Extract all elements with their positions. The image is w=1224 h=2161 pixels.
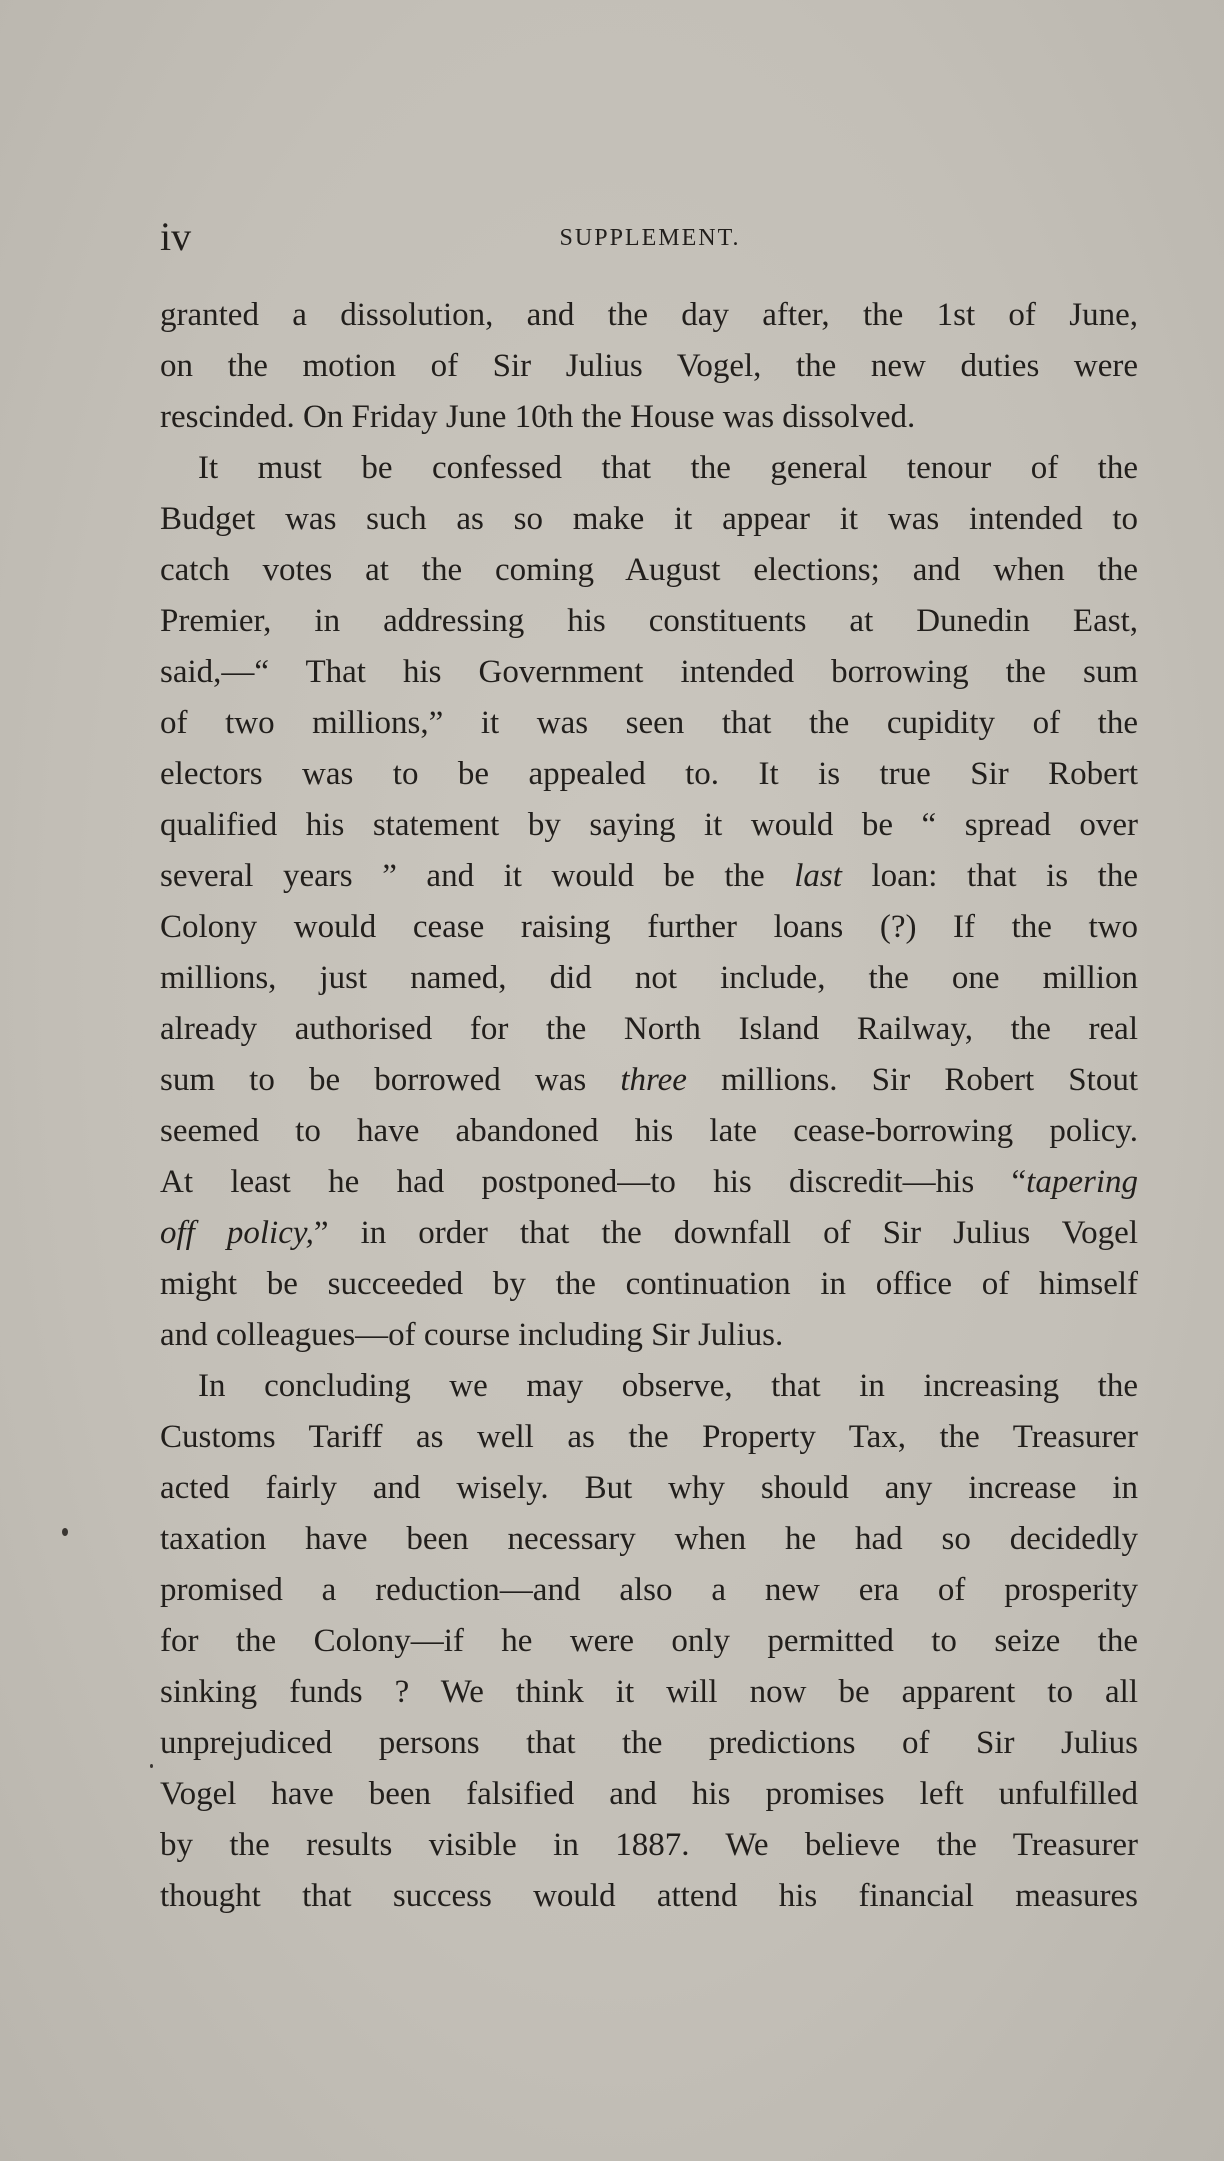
text-line	[160, 1208, 1138, 1259]
text-line: acted fairly and wisely. But why should any increase in	[160, 1470, 1138, 1506]
ink-speck	[62, 1528, 68, 1536]
text-line: on the motion of Sir Julius Vogel, the new duties were	[160, 348, 1138, 384]
text-line: electors was to be appealed to. It is true Sir Robert	[160, 756, 1138, 792]
text-run: several years ” and it would be the	[160, 858, 795, 894]
text-line: and colleagues—of course including Sir Julius.	[160, 1317, 784, 1353]
text-line	[160, 1157, 1138, 1208]
italic-word: last	[794, 858, 842, 894]
page-header	[160, 212, 1140, 262]
text-line: taxation have been necessary when he had so decidedly	[160, 1521, 1138, 1557]
text-run: At least he had postponed—to his discredit—his “	[160, 1164, 1027, 1200]
text-line: Premier, in addressing his constituents at Dunedin East,	[160, 603, 1138, 639]
text-line: Colony would cease raising further loans (?) If the two	[160, 909, 1138, 945]
text-line: Budget was such as so make it appear it was intended to	[160, 501, 1138, 537]
text-run: sum to be borrowed was	[160, 1062, 621, 1098]
italic-phrase: off policy,	[160, 1215, 314, 1251]
paragraph-start-line: In concluding we may observe, that in increasing the	[198, 1368, 1138, 1404]
ink-speck	[150, 1764, 153, 1768]
text-run: millions. Sir Robert Stout	[686, 1062, 1139, 1098]
text-line: qualified his statement by saying it would be “ spread over	[160, 807, 1138, 843]
paragraph-start-line: It must be confessed that the general tenour of the	[198, 450, 1138, 486]
text-line: catch votes at the coming August elections; and when the	[160, 552, 1138, 588]
text-line: already authorised for the North Island Railway, the real	[160, 1011, 1138, 1047]
text-line: Vogel have been falsified and his promises left unfulfilled	[160, 1776, 1138, 1812]
body-text	[160, 290, 1138, 1922]
running-head: SUPPLEMENT.	[559, 225, 741, 251]
text-line: thought that success would attend his financial measures	[160, 1878, 1138, 1914]
text-line: by the results visible in 1887. We believe the Treasurer	[160, 1827, 1138, 1863]
page-number: iv	[160, 214, 192, 259]
text-line: rescinded. On Friday June 10th the House was dissolved.	[160, 399, 916, 435]
text-line: millions, just named, did not include, the one million	[160, 960, 1138, 996]
text-line: promised a reduction—and also a new era of prosperity	[160, 1572, 1138, 1608]
text-line: seemed to have abandoned his late cease-borrowing policy.	[160, 1113, 1138, 1149]
text-line: for the Colony—if he were only permitted to seize the	[160, 1623, 1138, 1659]
text-line: might be succeeded by the continuation in office of himself	[160, 1266, 1138, 1302]
text-line: Customs Tariff as well as the Property Tax, the Treasurer	[160, 1419, 1138, 1455]
text-line: of two millions,” it was seen that the cupidity of the	[160, 705, 1138, 741]
text-line: said,—“ That his Government intended borrowing the sum	[160, 654, 1138, 690]
text-line: granted a dissolution, and the day after, the 1st of June,	[160, 297, 1138, 333]
italic-word: tapering	[1026, 1164, 1138, 1200]
text-line	[160, 851, 1138, 902]
text-line	[160, 1055, 1138, 1106]
text-line: unprejudiced persons that the predictions of Sir Julius	[160, 1725, 1138, 1761]
text-run: ” in order that the downfall of Sir Julius Vogel	[313, 1215, 1138, 1251]
text-run: loan: that is the	[841, 858, 1138, 894]
text-line: sinking funds ? We think it will now be apparent to all	[160, 1674, 1138, 1710]
italic-word: three	[620, 1062, 687, 1098]
